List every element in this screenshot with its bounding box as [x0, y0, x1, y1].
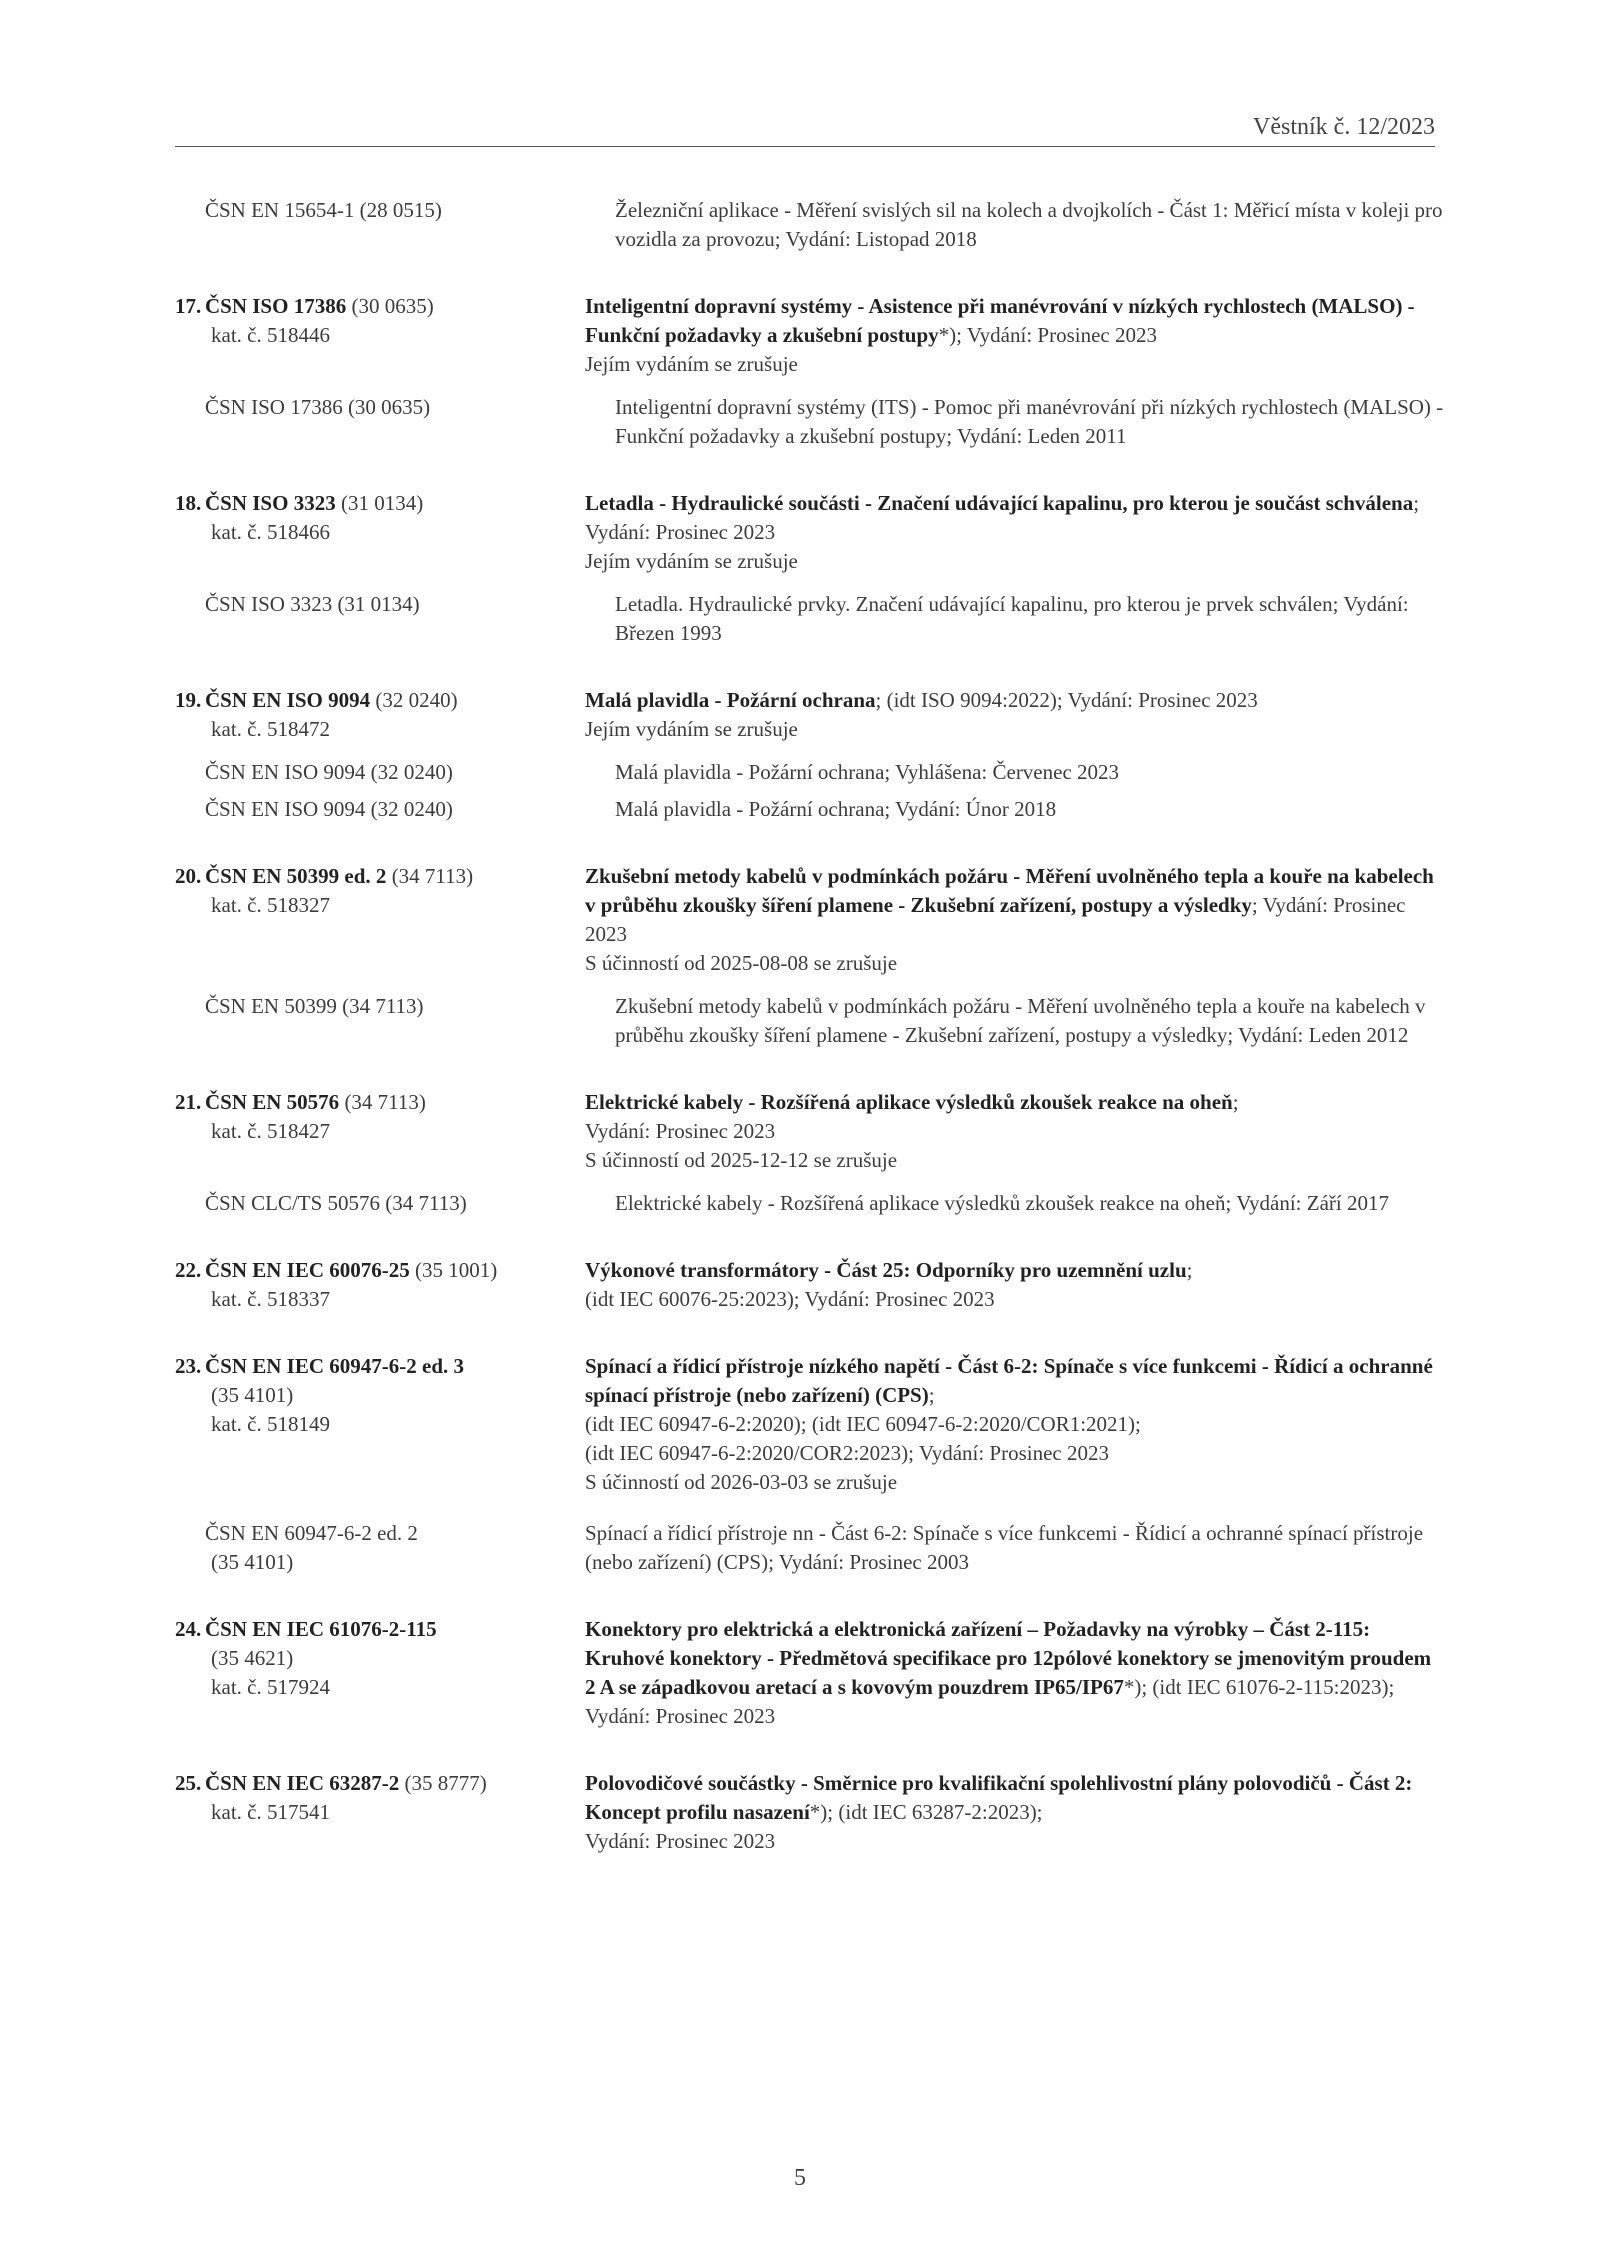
- adoption-info: (idt IEC 60947-6-2:2020/COR2:2023); Vydání: Prosinec 2023: [585, 1441, 1110, 1465]
- entry-21: [175, 1088, 1445, 1218]
- standard-meta: *); (idt IEC 61076-2-115:2023); Vydání: Prosinec 2023: [585, 1675, 1395, 1728]
- catalog-number: kat. č. 517541: [211, 1800, 330, 1824]
- catalog-number: kat. č. 518149: [211, 1412, 330, 1436]
- standard-id: [175, 292, 585, 379]
- catalog-number: kat. č. 518337: [211, 1287, 330, 1311]
- old-standard-code: ČSN EN 15654-1 (28 0515): [205, 198, 442, 222]
- entry-number: 23.: [175, 1354, 202, 1378]
- standard-description: [585, 1256, 1445, 1314]
- replacement-note: Jejím vydáním se zrušuje: [585, 352, 798, 376]
- page-header: [175, 110, 1435, 147]
- standard-code: ČSN EN 50576: [205, 1090, 340, 1114]
- entry-24: [175, 1615, 1445, 1731]
- standard-code: ČSN ISO 17386: [205, 294, 347, 318]
- standard-meta: ;: [1232, 1090, 1239, 1114]
- class-code: (31 0134): [335, 491, 424, 515]
- old-standard-text: Letadla. Hydraulické prvky. Značení udávající kapalinu, pro kterou je prvek schválen; Vydání: Březen 1993: [615, 592, 1409, 645]
- old-standard-number: ČSN EN 60947-6-2 ed. 2: [205, 1521, 418, 1545]
- catalog-number: kat. č. 518466: [211, 520, 330, 544]
- class-code: (34 7113): [339, 1090, 426, 1114]
- old-standard-code: ČSN EN ISO 9094 (32 0240): [205, 797, 453, 821]
- entry-number: 19.: [175, 688, 202, 712]
- catalog-number: kat. č. 518427: [211, 1119, 330, 1143]
- adoption-info: (idt IEC 60076-25:2023); Vydání: Prosinec 2023: [585, 1287, 995, 1311]
- old-standard-text: Elektrické kabely - Rozšířená aplikace výsledků zkoušek reakce na oheň; Vydání: Září 2017: [615, 1191, 1389, 1215]
- standard-description: [585, 862, 1445, 978]
- old-standard-text: Malá plavidla - Požární ochrana; Vyhlášena: Červenec 2023: [615, 760, 1120, 784]
- standard-description: [585, 1088, 1445, 1175]
- standard-id: [175, 862, 585, 978]
- entry-23: [175, 1352, 1445, 1577]
- standard-code: ČSN EN 50399 ed. 2: [205, 864, 387, 888]
- entry-number: 18.: [175, 491, 202, 515]
- standard-id: [175, 1352, 585, 1497]
- entry-number: 24.: [175, 1617, 202, 1641]
- standard-meta: ; (idt ISO 9094:2022); Vydání: Prosinec 2023: [875, 688, 1258, 712]
- entry-number: 20.: [175, 864, 202, 888]
- entry-25: [175, 1769, 1445, 1856]
- class-code: (30 0635): [346, 294, 434, 318]
- class-code: (32 0240): [370, 688, 458, 712]
- standard-title: Spínací a řídicí přístroje nízkého napětí - Část 6-2: Spínače s více funkcemi - Řídicí a ochranné spínací přístroje (nebo zařízení) (CPS): [585, 1354, 1433, 1407]
- old-standard-text: Spínací a řídicí přístroje nn - Část 6-2: Spínače s více funkcemi - Řídicí a ochranné spínací přístroje (nebo zařízení) (CPS); Vydání: Prosinec 2003: [585, 1521, 1424, 1574]
- page-number: 5: [794, 2165, 806, 2191]
- issue-date: Vydání: Prosinec 2023: [585, 1119, 776, 1143]
- standard-meta: ; Vydání: Prosinec 2023: [585, 491, 1420, 544]
- standard-description: [585, 1769, 1445, 1856]
- standard-id: [175, 1088, 585, 1175]
- entry-17: [175, 292, 1445, 451]
- standard-title: Inteligentní dopravní systémy - Asistence při manévrování v nízkých rychlostech (MALSO) - Funkční požadavky a zkušební postupy: [585, 294, 1415, 347]
- standard-code: ČSN EN IEC 63287-2: [205, 1771, 400, 1795]
- standard-meta: *); (idt IEC 63287-2:2023);: [809, 1800, 1043, 1824]
- replacement-note: S účinností od 2025-12-12 se zrušuje: [585, 1148, 898, 1172]
- old-standard-code: ČSN CLC/TS 50576 (34 7113): [205, 1191, 467, 1215]
- old-standard-text: Malá plavidla - Požární ochrana; Vydání: Únor 2018: [615, 797, 1057, 821]
- catalog-number: kat. č. 518446: [211, 323, 330, 347]
- standard-code: ČSN EN IEC 60076-25: [205, 1258, 410, 1282]
- standard-description: [585, 686, 1445, 744]
- replacement-note: Jejím vydáním se zrušuje: [585, 717, 798, 741]
- replacement-note: S účinností od 2025-08-08 se zrušuje: [585, 951, 898, 975]
- class-code: (35 8777): [399, 1771, 487, 1795]
- old-standard-text: Inteligentní dopravní systémy (ITS) - Pomoc při manévrování při nízkých rychlostech (MALSO) - Funkční požadavky a zkušební postupy; Vydání: Leden 2011: [615, 395, 1444, 448]
- standard-id: [175, 1769, 585, 1856]
- entry-16-continuation: [175, 196, 1445, 254]
- class-code: (35 4621): [211, 1646, 294, 1670]
- standard-id: [175, 686, 585, 744]
- standard-code: ČSN EN ISO 9094: [205, 688, 371, 712]
- entry-22: [175, 1256, 1445, 1314]
- old-standard-code: ČSN ISO 3323 (31 0134): [205, 592, 420, 616]
- entry-18: [175, 489, 1445, 648]
- standard-title: Letadla - Hydraulické součásti - Značení udávající kapalinu, pro kterou je součást schválena: [585, 491, 1414, 515]
- issue-date: Vydání: Prosinec 2023: [585, 1829, 776, 1853]
- replacement-note: Jejím vydáním se zrušuje: [585, 549, 798, 573]
- journal-title: Věstník č. 12/2023: [1253, 114, 1435, 140]
- standard-meta: ;: [928, 1383, 935, 1407]
- standard-title: Výkonové transformátory - Část 25: Odporníky pro uzemnění uzlu: [585, 1258, 1187, 1282]
- catalog-number: kat. č. 518327: [211, 893, 330, 917]
- standard-code: ČSN ISO 3323: [205, 491, 336, 515]
- adoption-info: (idt IEC 60947-6-2:2020); (idt IEC 60947-6-2:2020/COR1:2021);: [585, 1412, 1141, 1436]
- standards-list: [175, 196, 1445, 1894]
- entry-number: 22.: [175, 1258, 202, 1282]
- standard-id: [175, 1615, 585, 1731]
- entry-20: [175, 862, 1445, 1050]
- old-standard-code: [175, 1519, 585, 1577]
- entry-number: 17.: [175, 294, 202, 318]
- standard-description: [585, 489, 1445, 576]
- standard-title: Konektory pro elektrická a elektronická zařízení – Požadavky na výrobky – Část 2-115: Kruhové konektory - Předmětová specifikace pro 12pólové konektory se jmenovitým proudem 2 A se západkovou aretací a s kovovým pouzdrem IP65/IP67: [585, 1617, 1432, 1699]
- standard-meta: ; Vydání: Prosinec 2023: [585, 893, 1406, 946]
- standard-description: [585, 1615, 1445, 1731]
- old-standard-text: Železniční aplikace - Měření svislých sil na kolech a dvojkolích - Část 1: Měřicí místa v koleji pro vozidla za provozu; Vydání: Listopad 2018: [615, 198, 1443, 251]
- standard-meta: *); Vydání: Prosinec 2023: [938, 323, 1157, 347]
- standard-code: ČSN EN IEC 60947-6-2 ed. 3: [205, 1354, 465, 1378]
- entry-number: 21.: [175, 1090, 202, 1114]
- old-standard-code: ČSN ISO 17386 (30 0635): [205, 395, 431, 419]
- standard-description: [585, 1352, 1445, 1497]
- class-code: (35 4101): [211, 1383, 294, 1407]
- standard-description: [585, 292, 1445, 379]
- standard-code: ČSN EN IEC 61076-2-115: [205, 1617, 437, 1641]
- standard-title: Zkušební metody kabelů v podmínkách požáru - Měření uvolněného tepla a kouře na kabelech v průběhu zkoušky šíření plamene - Zkušební zařízení, postupy a výsledky: [585, 864, 1434, 917]
- standard-title: Polovodičové součástky - Směrnice pro kvalifikační spolehlivostní plány polovodičů - Část 2: Koncept profilu nasazení: [585, 1771, 1413, 1824]
- old-standard-code: ČSN EN ISO 9094 (32 0240): [205, 760, 453, 784]
- standard-title: Malá plavidla - Požární ochrana: [585, 688, 876, 712]
- entry-number: 25.: [175, 1771, 202, 1795]
- standard-title: Elektrické kabely - Rozšířená aplikace výsledků zkoušek reakce na oheň: [585, 1090, 1233, 1114]
- standard-id: [175, 489, 585, 576]
- old-standard-code: ČSN EN 50399 (34 7113): [205, 994, 424, 1018]
- old-class-code: (35 4101): [211, 1550, 294, 1574]
- standard-id: [175, 1256, 585, 1314]
- class-code: (35 1001): [409, 1258, 498, 1282]
- standard-meta: ;: [1186, 1258, 1193, 1282]
- entry-19: [175, 686, 1445, 824]
- catalog-number: kat. č. 517924: [211, 1675, 330, 1699]
- catalog-number: kat. č. 518472: [211, 717, 330, 741]
- replacement-note: S účinností od 2026-03-03 se zrušuje: [585, 1470, 898, 1494]
- class-code: (34 7113): [386, 864, 474, 888]
- old-standard-text: Zkušební metody kabelů v podmínkách požáru - Měření uvolněného tepla a kouře na kabelech v průběhu zkoušky šíření plamene - Zkušební zařízení, postupy a výsledky; Vydání: Leden 2012: [615, 994, 1426, 1047]
